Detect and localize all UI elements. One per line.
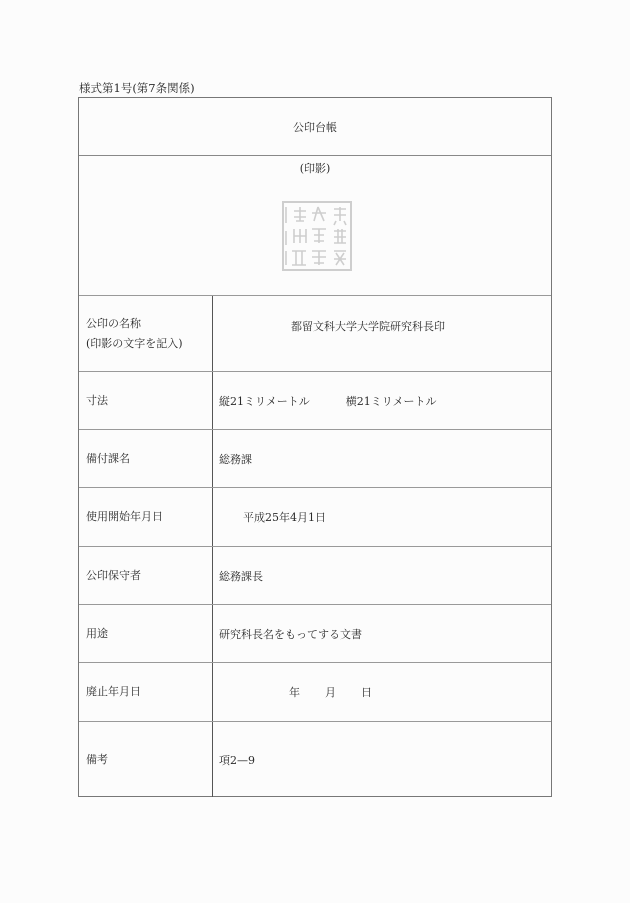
label-start-date bbox=[79, 488, 213, 546]
label-custodian bbox=[79, 547, 213, 604]
ledger-title: 公印台帳 bbox=[293, 120, 337, 134]
seal-ledger-table bbox=[78, 97, 552, 797]
value-seal-name bbox=[213, 296, 551, 371]
value-purpose bbox=[213, 605, 551, 662]
value-department bbox=[213, 430, 551, 487]
label-start-date-text: 使用開始年月日 bbox=[86, 510, 163, 523]
label-seal-name-line2: (印影の文字を記入) bbox=[86, 336, 183, 350]
row-department bbox=[79, 430, 551, 488]
label-purpose bbox=[79, 605, 213, 662]
value-start-date bbox=[213, 488, 551, 546]
abolition-day-unit: 日 bbox=[361, 686, 372, 699]
row-abolition-date bbox=[79, 663, 551, 722]
row-purpose bbox=[79, 605, 551, 663]
label-seal-name-line1: 公印の名称 bbox=[86, 316, 141, 330]
ledger-title-row bbox=[79, 98, 551, 156]
label-dimensions bbox=[79, 372, 213, 429]
department-text: 総務課 bbox=[219, 452, 252, 466]
dimension-width: 横21ミリメートル bbox=[345, 394, 437, 408]
value-abolition-date bbox=[213, 663, 551, 721]
label-custodian-text: 公印保守者 bbox=[86, 568, 141, 582]
row-custodian bbox=[79, 547, 551, 605]
value-dimensions bbox=[213, 372, 551, 429]
label-department-text: 備付課名 bbox=[86, 451, 130, 465]
label-remarks bbox=[79, 722, 213, 797]
label-department bbox=[79, 430, 213, 487]
label-purpose-text: 用途 bbox=[86, 626, 108, 640]
row-start-date bbox=[79, 488, 551, 547]
abolition-month-unit: 月 bbox=[325, 686, 336, 699]
label-abolition-date bbox=[79, 663, 213, 721]
abolition-year-unit: 年 bbox=[289, 686, 300, 699]
form-number-label: 様式第1号(第7条関係) bbox=[79, 81, 195, 95]
value-custodian bbox=[213, 547, 551, 604]
label-abolition-date-text: 廃止年月日 bbox=[86, 685, 141, 698]
row-seal-name bbox=[79, 296, 551, 372]
seal-caption: (印影) bbox=[299, 162, 331, 175]
row-dimensions bbox=[79, 372, 551, 430]
start-date-text: 平成25年4月1日 bbox=[243, 511, 326, 524]
seal-impression-image bbox=[282, 201, 352, 271]
seal-name-text: 都留文科大学大学院研究科長印 bbox=[291, 320, 445, 333]
row-remarks bbox=[79, 722, 551, 797]
purpose-text: 研究科長名をもってする文書 bbox=[219, 627, 362, 641]
dimension-height: 縦21ミリメートル bbox=[219, 394, 310, 408]
label-dimensions-text: 寸法 bbox=[86, 393, 108, 407]
remarks-text: 項2—9 bbox=[219, 753, 255, 767]
label-seal-name bbox=[79, 296, 213, 371]
custodian-text: 総務課長 bbox=[219, 569, 263, 583]
seal-impression-row bbox=[79, 156, 551, 296]
value-remarks bbox=[213, 722, 551, 797]
label-remarks-text: 備考 bbox=[86, 752, 108, 766]
